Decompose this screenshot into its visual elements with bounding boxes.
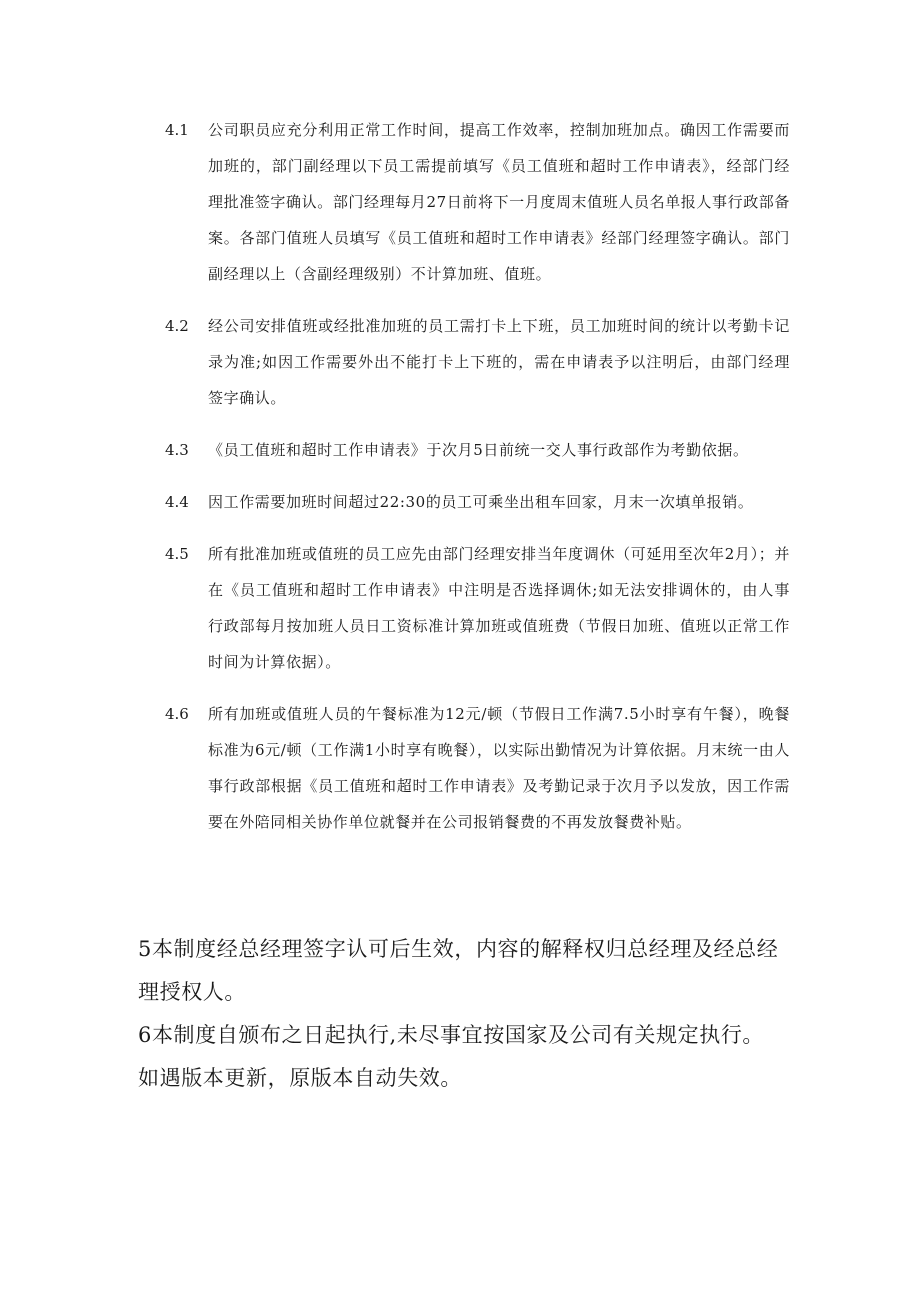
clause-list <box>165 112 790 856</box>
clause-number: 4.2 <box>165 317 189 335</box>
clause-4-6 <box>165 696 790 840</box>
clause-text: 《员工值班和超时工作申请表》于次月5日前统一交人事行政部作为考勤依据。 <box>208 441 749 459</box>
clause-number: 4.5 <box>165 545 189 563</box>
clause-4-2 <box>165 308 790 416</box>
provision-item-6: 6本制度自颁布之日起执行,未尽事宜按国家及公司有关规定执行。 <box>138 1023 765 1047</box>
clause-text: 所有批准加班或值班的员工应先由部门经理安排当年度调休（可延用至次年2月）；并在《员工值班和超时工作申请表》中注明是否选择调休;如无法安排调休的，由人事行政部每月按加班人员日工资标准计算加班或值班费（节假日加班、值班以正常工作时间为计算依据）。 <box>208 545 790 671</box>
final-provisions <box>138 928 788 1100</box>
clause-4-1 <box>165 112 790 292</box>
clause-text: 因工作需要加班时间超过22:30的员工可乘坐出租车回家，月末一次填单报销。 <box>208 493 754 511</box>
clause-number: 4.4 <box>165 493 189 511</box>
clause-number: 4.1 <box>165 121 189 139</box>
clause-text: 公司职员应充分利用正常工作时间，提高工作效率，控制加班加点。确因工作需要而加班的，部门副经理以下员工需提前填写《员工值班和超时工作申请表》，经部门经理批准签字确认。部门经理每月27日前将下一月度周末值班人员名单报人事行政部备案。各部门值班人员填写《员工值班和超时工作申请表》经部门经理签字确认。部门副经理以上（含副经理级别）不计算加班、值班。 <box>208 121 790 283</box>
clause-text: 所有加班或值班人员的午餐标准为12元/顿（节假日工作满7.5小时享有午餐），晚餐标准为6元/顿（工作满1小时享有晚餐），以实际出勤情况为计算依据。月末统一由人事行政部根据《员工值班和超时工作申请表》及考勤记录于次月予以发放，因工作需要在外陪同相关协作单位就餐并在公司报销餐费的不再发放餐费补贴。 <box>208 705 790 831</box>
clause-text: 经公司安排值班或经批准加班的员工需打卡上下班，员工加班时间的统计以考勤卡记录为准;如因工作需要外出不能打卡上下班的，需在申请表予以注明后，由部门经理签字确认。 <box>208 317 790 407</box>
provision-item-5: 5本制度经总经理签字认可后生效，内容的解释权归总经理及经总经理授权人。 <box>138 937 779 1004</box>
clause-number: 4.6 <box>165 705 189 723</box>
clause-4-4 <box>165 484 790 520</box>
clause-4-3 <box>165 432 790 468</box>
clause-4-5 <box>165 536 790 680</box>
version-note: 如遇版本更新，原版本自动失效。 <box>138 1066 462 1090</box>
clause-number: 4.3 <box>165 441 189 459</box>
